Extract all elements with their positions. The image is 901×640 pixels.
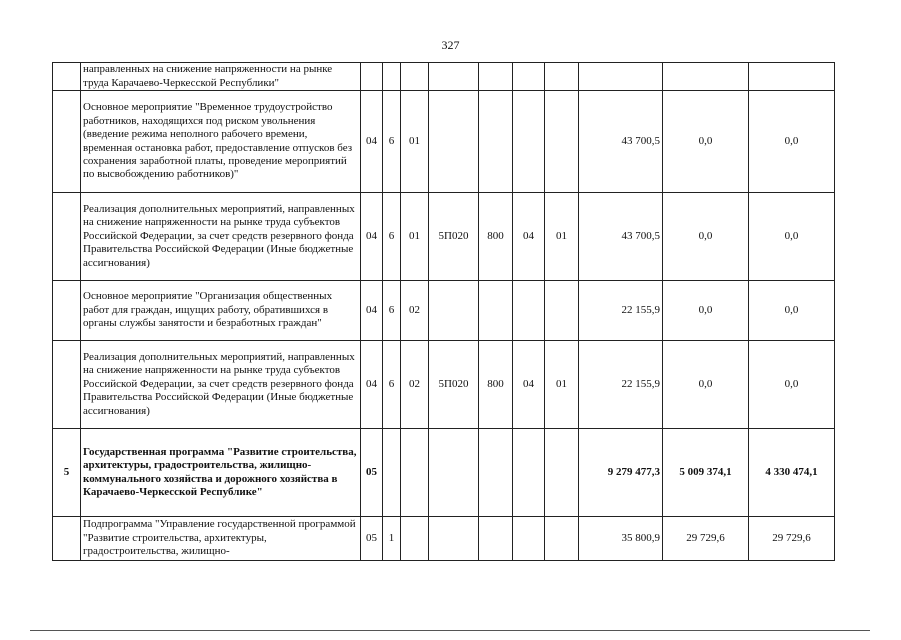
- code-cell: 800: [479, 341, 513, 429]
- amount-year1: 35 800,9: [579, 517, 663, 561]
- code-cell: 6: [383, 281, 401, 341]
- code-cell: [361, 63, 383, 91]
- row-number: [53, 91, 81, 193]
- code-cell: 5П020: [429, 341, 479, 429]
- code-cell: [401, 517, 429, 561]
- page-bottom-rule: [30, 630, 870, 631]
- amount-year1: 43 700,5: [579, 91, 663, 193]
- row-number: [53, 281, 81, 341]
- amount-year2: 0,0: [663, 341, 749, 429]
- code-cell: 04: [361, 91, 383, 193]
- amount-year1: [579, 63, 663, 91]
- code-cell: 5П020: [429, 193, 479, 281]
- code-cell: 05: [361, 517, 383, 561]
- row-description: Основное мероприятие "Организация общественных работ для граждан, ищущих работу, обратившихся в органы службы занятости и безработных граждан": [81, 281, 361, 341]
- code-cell: 04: [513, 341, 545, 429]
- code-cell: 02: [401, 341, 429, 429]
- row-description: Основное мероприятие "Временное трудоустройство работников, находящихся под риском увольнения (введение режима неполного рабочего времени, временная остановка работ, предоставление отпусков без сохранения заработной платы, проведение мероприятий по высвобождению работников)": [81, 91, 361, 193]
- amount-year2: 5 009 374,1: [663, 429, 749, 517]
- code-cell: 01: [545, 341, 579, 429]
- budget-table: [52, 62, 835, 561]
- code-cell: [479, 429, 513, 517]
- code-cell: [513, 63, 545, 91]
- code-cell: [429, 517, 479, 561]
- row-description: направленных на снижение напряженности на рынке труда Карачаево-Черкесской Республики": [81, 63, 361, 91]
- code-cell: 6: [383, 91, 401, 193]
- amount-year3: 0,0: [749, 91, 835, 193]
- amount-year1: 22 155,9: [579, 341, 663, 429]
- code-cell: [545, 63, 579, 91]
- code-cell: [545, 517, 579, 561]
- code-cell: [545, 91, 579, 193]
- code-cell: 01: [401, 91, 429, 193]
- code-cell: 6: [383, 341, 401, 429]
- code-cell: [513, 429, 545, 517]
- code-cell: [513, 517, 545, 561]
- table-row: [53, 193, 835, 281]
- code-cell: [479, 517, 513, 561]
- code-cell: 02: [401, 281, 429, 341]
- amount-year1: 22 155,9: [579, 281, 663, 341]
- table-row: [53, 281, 835, 341]
- amount-year3: 29 729,6: [749, 517, 835, 561]
- code-cell: [383, 63, 401, 91]
- row-description: Подпрограмма "Управление государственной программой "Развитие строительства, архитектуры, градостроительства, жилищно-: [81, 517, 361, 561]
- code-cell: [545, 429, 579, 517]
- code-cell: [479, 91, 513, 193]
- code-cell: [429, 91, 479, 193]
- code-cell: [401, 63, 429, 91]
- code-cell: [513, 91, 545, 193]
- code-cell: [401, 429, 429, 517]
- amount-year1: 9 279 477,3: [579, 429, 663, 517]
- table-row: [53, 63, 835, 91]
- code-cell: 01: [545, 193, 579, 281]
- row-number: [53, 193, 81, 281]
- amount-year1: 43 700,5: [579, 193, 663, 281]
- row-description: Реализация дополнительных мероприятий, направленных на снижение напряженности на рынке труда субъектов Российской Федерации, за счет средств резервного фонда Правительства Российской Федерации (Иные бюджетные ассигнования): [81, 193, 361, 281]
- row-description: Государственная программа "Развитие строительства, архитектуры, градостроительства, жилищно-коммунального хозяйства и дорожного хозяйства в Карачаево-Черкесской Республике": [81, 429, 361, 517]
- row-number: [53, 341, 81, 429]
- code-cell: [513, 281, 545, 341]
- amount-year2: 0,0: [663, 193, 749, 281]
- amount-year3: 0,0: [749, 281, 835, 341]
- table-row: [53, 429, 835, 517]
- code-cell: 6: [383, 193, 401, 281]
- code-cell: 04: [361, 281, 383, 341]
- amount-year3: [749, 63, 835, 91]
- amount-year2: 29 729,6: [663, 517, 749, 561]
- row-number: 5: [53, 429, 81, 517]
- code-cell: 04: [361, 341, 383, 429]
- code-cell: [429, 63, 479, 91]
- row-number: [53, 517, 81, 561]
- table-row: [53, 341, 835, 429]
- amount-year3: 0,0: [749, 193, 835, 281]
- code-cell: 05: [361, 429, 383, 517]
- code-cell: 04: [361, 193, 383, 281]
- code-cell: 01: [401, 193, 429, 281]
- table-row: [53, 91, 835, 193]
- page-number: 327: [441, 38, 460, 52]
- code-cell: [383, 429, 401, 517]
- amount-year3: 4 330 474,1: [749, 429, 835, 517]
- code-cell: [479, 281, 513, 341]
- row-description: Реализация дополнительных мероприятий, направленных на снижение напряженности на рынке труда субъектов Российской Федерации, за счет средств резервного фонда Правительства Российской Федерации (Иные бюджетные ассигнования): [81, 341, 361, 429]
- code-cell: [479, 63, 513, 91]
- code-cell: [429, 281, 479, 341]
- code-cell: 800: [479, 193, 513, 281]
- code-cell: 1: [383, 517, 401, 561]
- code-cell: [545, 281, 579, 341]
- amount-year2: 0,0: [663, 281, 749, 341]
- amount-year2: [663, 63, 749, 91]
- amount-year2: 0,0: [663, 91, 749, 193]
- row-number: [53, 63, 81, 91]
- code-cell: 04: [513, 193, 545, 281]
- amount-year3: 0,0: [749, 341, 835, 429]
- table-row: [53, 517, 835, 561]
- code-cell: [429, 429, 479, 517]
